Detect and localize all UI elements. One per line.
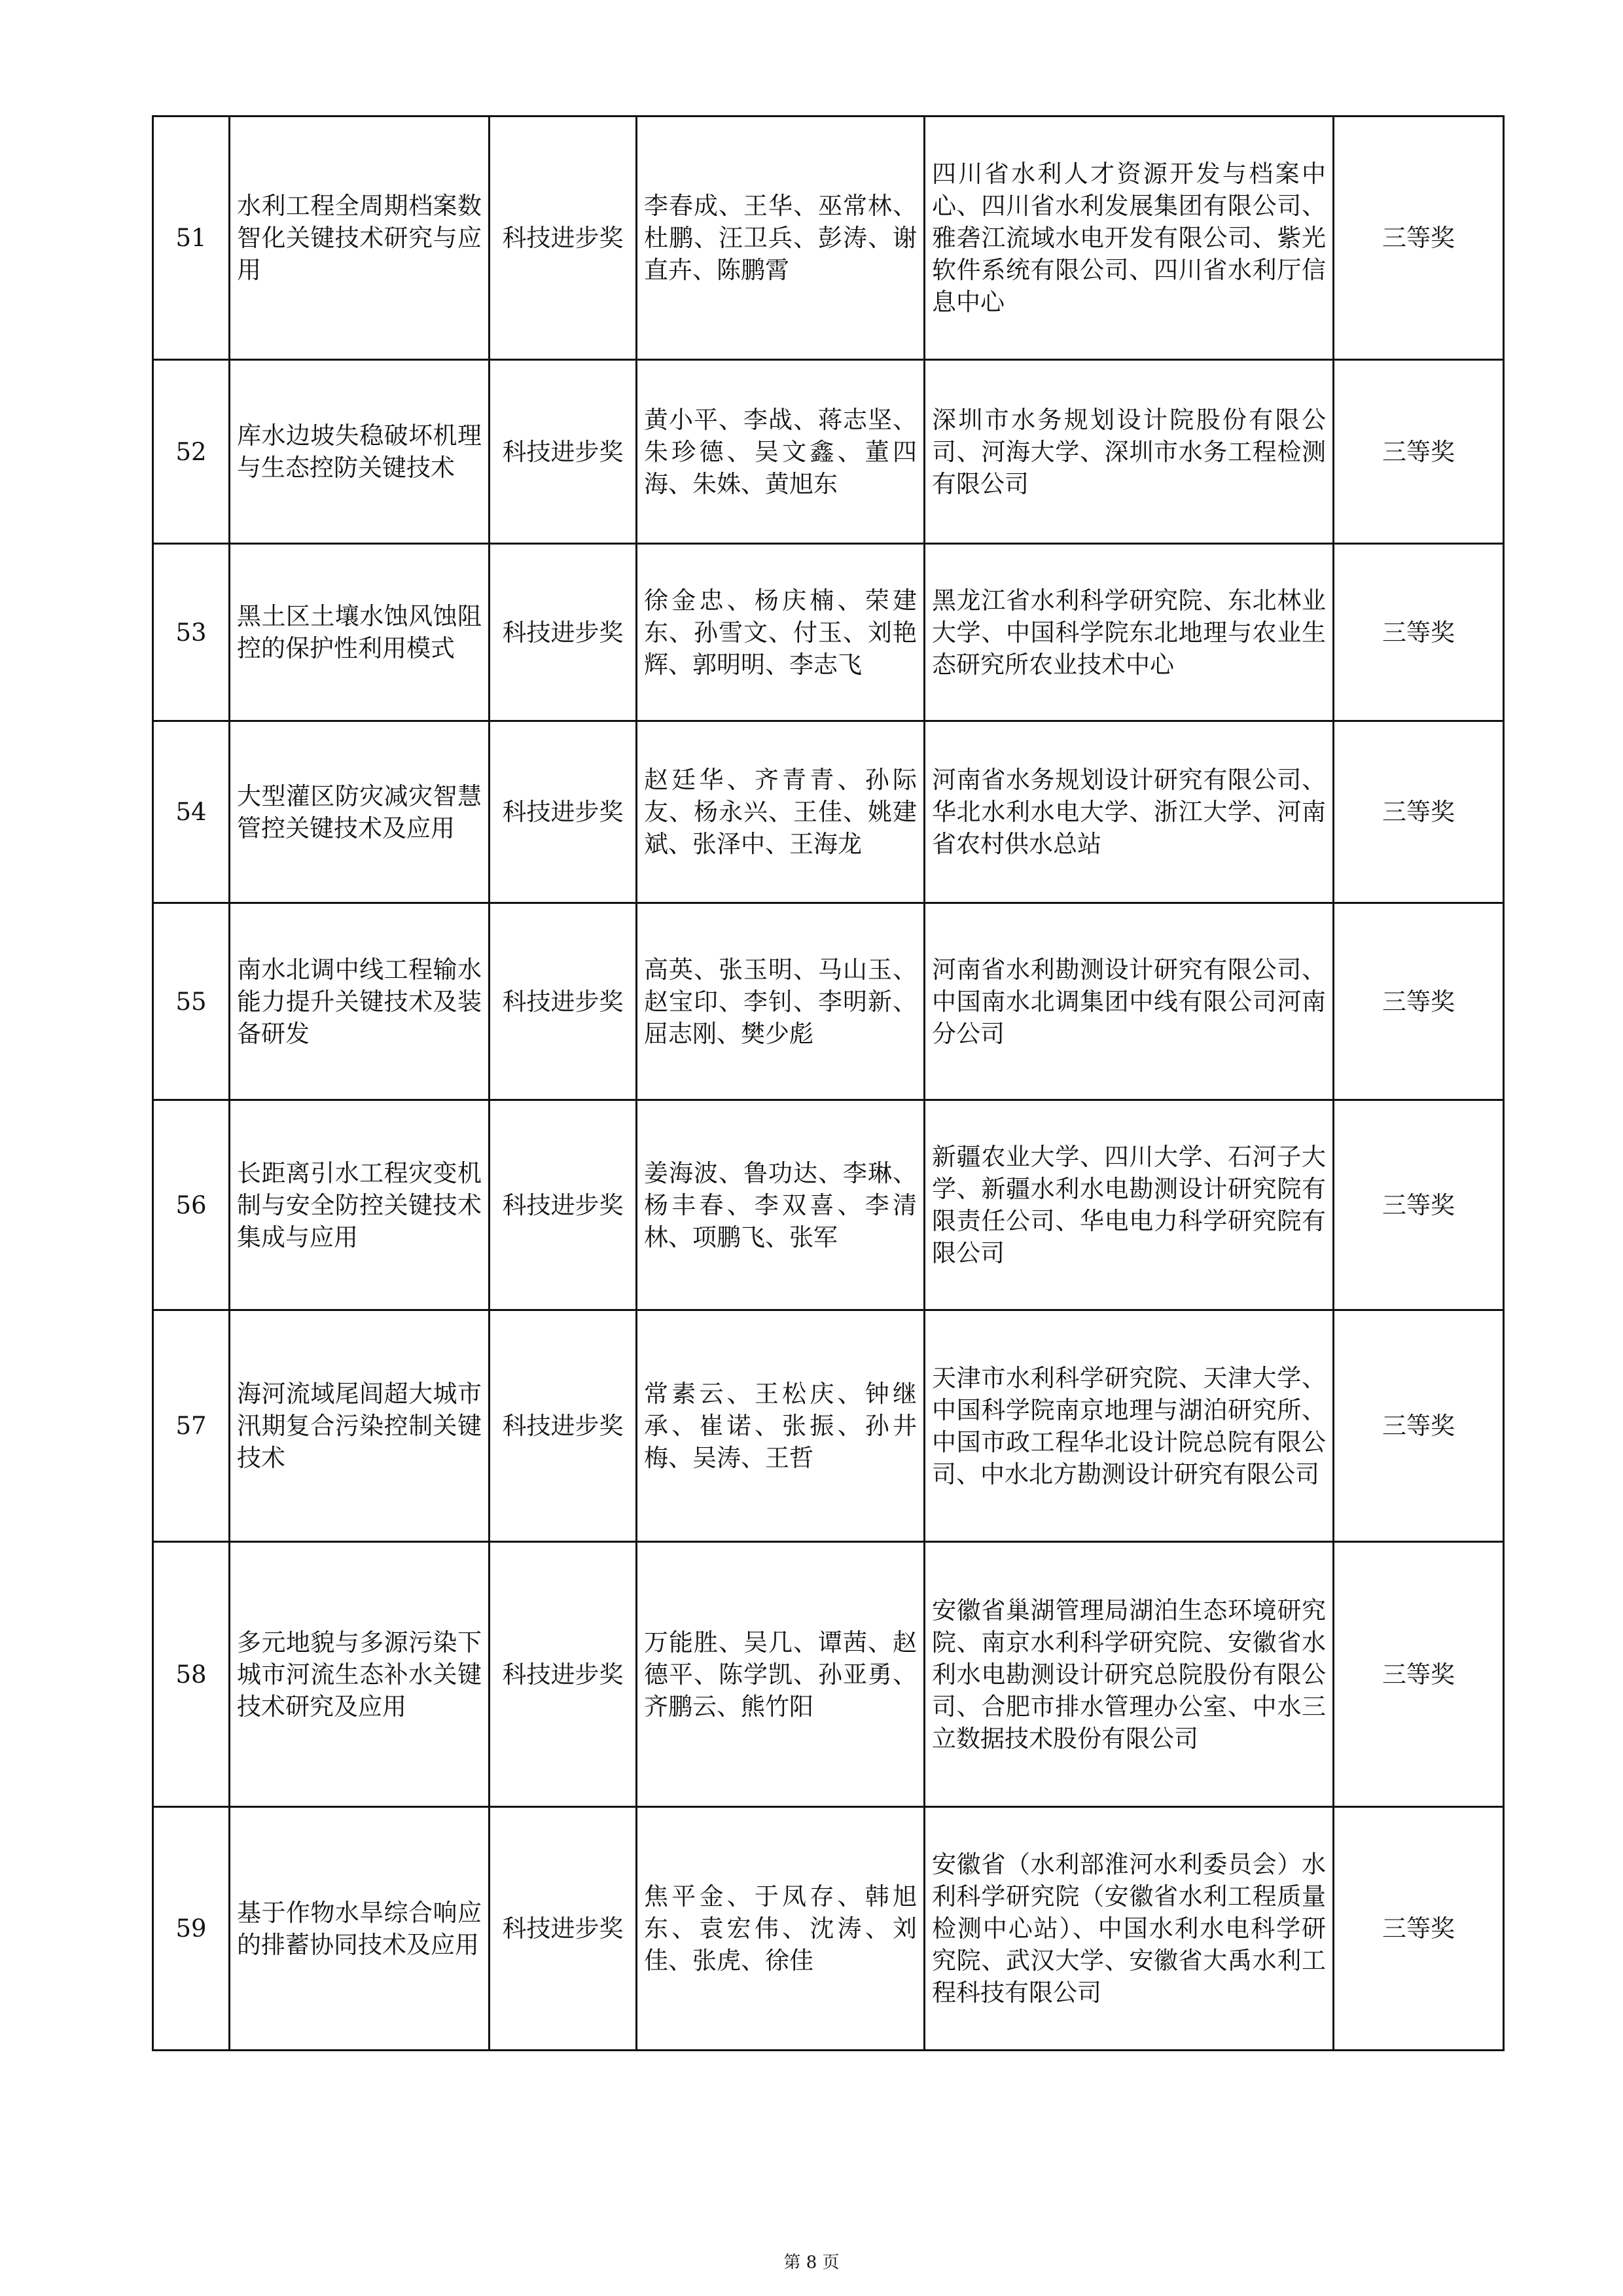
table-row <box>153 360 1504 544</box>
row-number: 56 <box>153 1100 230 1310</box>
table-row <box>153 903 1504 1100</box>
row-number: 54 <box>153 721 230 903</box>
completion-organizations: 四川省水利人才资源开发与档案中心、四川省水利发展集团有限公司、雅砻江流域水电开发有限公司、紫光软件系统有限公司、四川省水利厅信息中心 <box>925 117 1334 360</box>
award-type: 科技进步奖 <box>490 721 637 903</box>
award-level: 三等奖 <box>1334 721 1504 903</box>
page-number: 第 8 页 <box>783 2253 840 2272</box>
completion-organizations: 天津市水利科学研究院、天津大学、中国科学院南京地理与湖泊研究所、中国市政工程华北设计院总院有限公司、中水北方勘测设计研究有限公司 <box>925 1310 1334 1542</box>
project-name: 长距离引水工程灾变机制与安全防控关键技术集成与应用 <box>230 1100 490 1310</box>
award-type: 科技进步奖 <box>490 117 637 360</box>
completion-organizations: 河南省水务规划设计研究有限公司、华北水利水电大学、浙江大学、河南省农村供水总站 <box>925 721 1334 903</box>
completion-people: 赵廷华、齐青青、孙际友、杨永兴、王佳、姚建斌、张泽中、王海龙 <box>637 721 925 903</box>
award-type: 科技进步奖 <box>490 1310 637 1542</box>
table-row <box>153 721 1504 903</box>
table-row <box>153 117 1504 360</box>
award-type: 科技进步奖 <box>490 1542 637 1807</box>
awards-table <box>152 115 1505 2051</box>
project-name: 大型灌区防灾减灾智慧管控关键技术及应用 <box>230 721 490 903</box>
row-number: 55 <box>153 903 230 1100</box>
award-level: 三等奖 <box>1334 1100 1504 1310</box>
award-type: 科技进步奖 <box>490 544 637 721</box>
table-row <box>153 1100 1504 1310</box>
completion-people: 高英、张玉明、马山玉、赵宝印、李钊、李明新、屈志刚、樊少彪 <box>637 903 925 1100</box>
project-name: 海河流域尾闾超大城市汛期复合污染控制关键技术 <box>230 1310 490 1542</box>
project-name: 黑土区土壤水蚀风蚀阻控的保护性利用模式 <box>230 544 490 721</box>
project-name: 基于作物水旱综合响应的排蓄协同技术及应用 <box>230 1807 490 2051</box>
completion-organizations: 深圳市水务规划设计院股份有限公司、河海大学、深圳市水务工程检测有限公司 <box>925 360 1334 544</box>
award-level: 三等奖 <box>1334 117 1504 360</box>
completion-people: 徐金忠、杨庆楠、荣建东、孙雪文、付玉、刘艳辉、郭明明、李志飞 <box>637 544 925 721</box>
award-level: 三等奖 <box>1334 1310 1504 1542</box>
completion-people: 万能胜、吴几、谭茜、赵德平、陈学凯、孙亚勇、齐鹏云、熊竹阳 <box>637 1542 925 1807</box>
project-name: 水利工程全周期档案数智化关键技术研究与应用 <box>230 117 490 360</box>
award-type: 科技进步奖 <box>490 1807 637 2051</box>
project-name: 多元地貌与多源污染下城市河流生态补水关键技术研究及应用 <box>230 1542 490 1807</box>
completion-people: 焦平金、于凤存、韩旭东、袁宏伟、沈涛、刘佳、张虎、徐佳 <box>637 1807 925 2051</box>
table-row <box>153 1310 1504 1542</box>
completion-organizations: 黑龙江省水利科学研究院、东北林业大学、中国科学院东北地理与农业生态研究所农业技术中心 <box>925 544 1334 721</box>
award-type: 科技进步奖 <box>490 360 637 544</box>
completion-organizations: 新疆农业大学、四川大学、石河子大学、新疆水利水电勘测设计研究院有限责任公司、华电电力科学研究院有限公司 <box>925 1100 1334 1310</box>
award-level: 三等奖 <box>1334 903 1504 1100</box>
award-level: 三等奖 <box>1334 360 1504 544</box>
award-level: 三等奖 <box>1334 1807 1504 2051</box>
row-number: 58 <box>153 1542 230 1807</box>
table-body <box>153 117 1504 2051</box>
completion-people: 姜海波、鲁功达、李琳、杨丰春、李双喜、李清林、项鹏飞、张军 <box>637 1100 925 1310</box>
project-name: 南水北调中线工程输水能力提升关键技术及装备研发 <box>230 903 490 1100</box>
award-level: 三等奖 <box>1334 1542 1504 1807</box>
completion-people: 黄小平、李战、蒋志坚、朱珍德、吴文鑫、董四海、朱姝、黄旭东 <box>637 360 925 544</box>
row-number: 53 <box>153 544 230 721</box>
completion-organizations: 安徽省（水利部淮河水利委员会）水利科学研究院（安徽省水利工程质量检测中心站）、中国水利水电科学研究院、武汉大学、安徽省大禹水利工程科技有限公司 <box>925 1807 1334 2051</box>
table-row <box>153 1807 1504 2051</box>
award-type: 科技进步奖 <box>490 1100 637 1310</box>
award-type: 科技进步奖 <box>490 903 637 1100</box>
row-number: 52 <box>153 360 230 544</box>
table-row <box>153 1542 1504 1807</box>
row-number: 51 <box>153 117 230 360</box>
row-number: 57 <box>153 1310 230 1542</box>
completion-organizations: 安徽省巢湖管理局湖泊生态环境研究院、南京水利科学研究院、安徽省水利水电勘测设计研究总院股份有限公司、合肥市排水管理办公室、中水三立数据技术股份有限公司 <box>925 1542 1334 1807</box>
completion-organizations: 河南省水利勘测设计研究有限公司、中国南水北调集团中线有限公司河南分公司 <box>925 903 1334 1100</box>
completion-people: 李春成、王华、巫常林、杜鹏、汪卫兵、彭涛、谢直卉、陈鹏霄 <box>637 117 925 360</box>
completion-people: 常素云、王松庆、钟继承、崔诺、张振、孙井梅、吴涛、王哲 <box>637 1310 925 1542</box>
award-level: 三等奖 <box>1334 544 1504 721</box>
row-number: 59 <box>153 1807 230 2051</box>
table-row <box>153 544 1504 721</box>
project-name: 库水边坡失稳破坏机理与生态控防关键技术 <box>230 360 490 544</box>
